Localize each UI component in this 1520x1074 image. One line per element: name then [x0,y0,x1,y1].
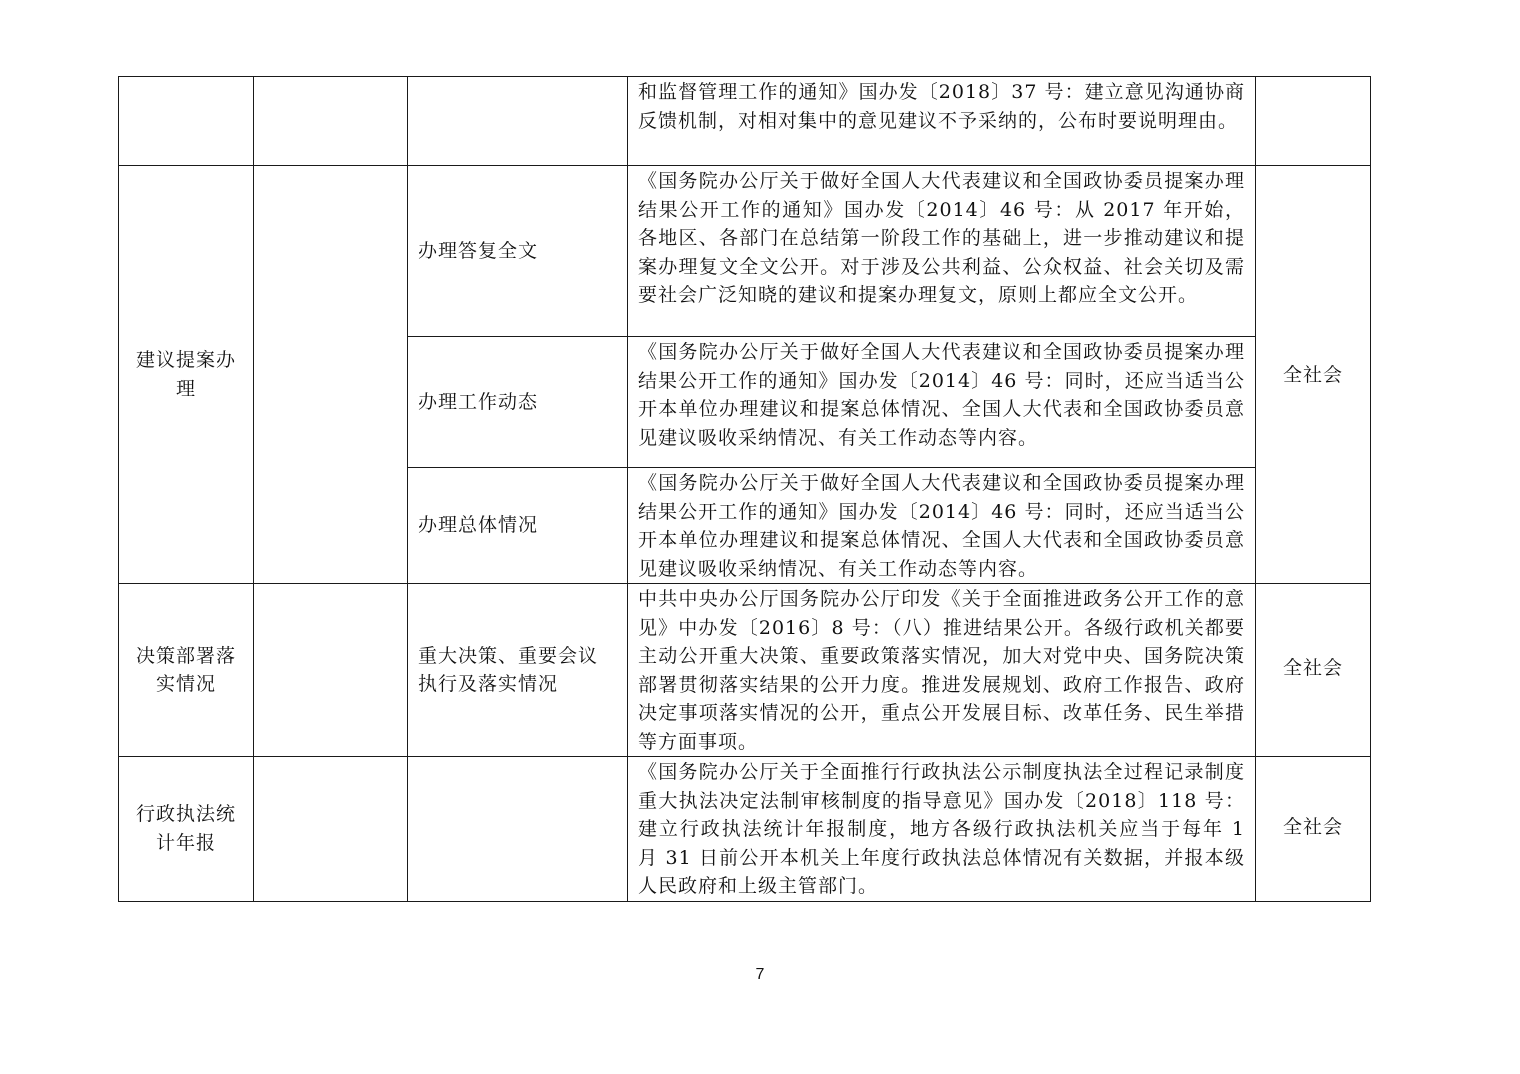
basis-text: 《国务院办公厅关于做好全国人大代表建议和全国政协委员提案办理结果公开工作的通知》国办发〔2014〕46 号：从 2017 年开始，各地区、各部门在总结第一阶段工作的基础上，进一步推动建议和提案办理复文全文公开。对于涉及公共利益、公众权益、社会关切及需要社会广泛知晓的建议和提案办理复文，原则上都应全文公开。 [638,170,1245,306]
basis-text: 中共中央办公厅国务院办公厅印发《关于全面推进政务公开工作的意见》中办发〔2016〕8 号：（八）推进结果公开。各级行政机关都要主动公开重大决策、重要政策落实情况，加大对党中央、国务院决策部署贯彻落实结果的公开力度。推进发展规划、政府工作报告、政府决定事项落实情况的公开，重点公开发展目标、改革任务、民生举措等方面事项。 [638,588,1245,753]
scope-cell [1256,757,1371,902]
basis-cell [628,584,1256,757]
scope-label: 全社会 [1282,816,1343,838]
basis-cell [628,166,1256,337]
item-cell [408,584,628,757]
basis-text: 《国务院办公厅关于做好全国人大代表建议和全国政协委员提案办理结果公开工作的通知》国办发〔2014〕46 号：同时，还应当适当公开本单位办理建议和提案总体情况、全国人大代表和全国政协委员意见建议吸收采纳情况、有关工作动态等内容。 [638,472,1245,580]
table-row [119,584,1371,757]
page-number: 7 [755,966,765,983]
item-cell [408,166,628,337]
category-cell [119,77,254,166]
item-label: 办理工作动态 [418,390,539,413]
category-label: 行政执法统计年报 [135,803,236,854]
scope-cell [1256,166,1371,584]
basis-cell [628,468,1256,584]
scope-label: 全社会 [1282,364,1343,386]
basis-text: 《国务院办公厅关于全面推行行政执法公示制度执法全过程记录制度重大执法决定法制审核制度的指导意见》国办发〔2018〕118 号：建立行政执法统计年报制度，地方各级行政执法机关应当于每年 1 月 31 日前公开本机关上年度行政执法总体情况有关数据，并报本级人民政府和上级主管部门。 [638,761,1245,897]
table-row [119,77,1371,166]
empty-cell [254,757,408,902]
empty-cell [254,166,408,584]
basis-cell [628,757,1256,902]
basis-text: 《国务院办公厅关于做好全国人大代表建议和全国政协委员提案办理结果公开工作的通知》国办发〔2014〕46 号：同时，还应当适当公开本单位办理建议和提案总体情况、全国人大代表和全国政协委员意见建议吸收采纳情况、有关工作动态等内容。 [638,341,1245,449]
item-label: 办理答复全文 [418,239,539,262]
basis-cell [628,77,1256,166]
table-row [119,757,1371,902]
item-cell [408,468,628,584]
item-cell [408,77,628,166]
policy-table [118,76,1371,902]
item-label: 办理总体情况 [418,514,539,537]
category-label: 决策部署落实情况 [135,644,236,695]
empty-cell [254,584,408,757]
basis-cell [628,337,1256,468]
item-cell [408,337,628,468]
item-cell [408,757,628,902]
scope-label: 全社会 [1282,657,1343,679]
item-label: 重大决策、重要会议执行及落实情况 [418,644,599,695]
category-cell [119,584,254,757]
scope-cell [1256,77,1371,166]
category-label: 建议提案办理 [135,349,236,400]
basis-text: 和监督管理工作的通知》国办发〔2018〕37 号：建立意见沟通协商反馈机制，对相对集中的意见建议不予采纳的，公布时要说明理由。 [638,81,1245,132]
empty-cell [254,77,408,166]
category-cell [119,757,254,902]
table-row [119,166,1371,337]
category-cell [119,166,254,584]
scope-cell [1256,584,1371,757]
